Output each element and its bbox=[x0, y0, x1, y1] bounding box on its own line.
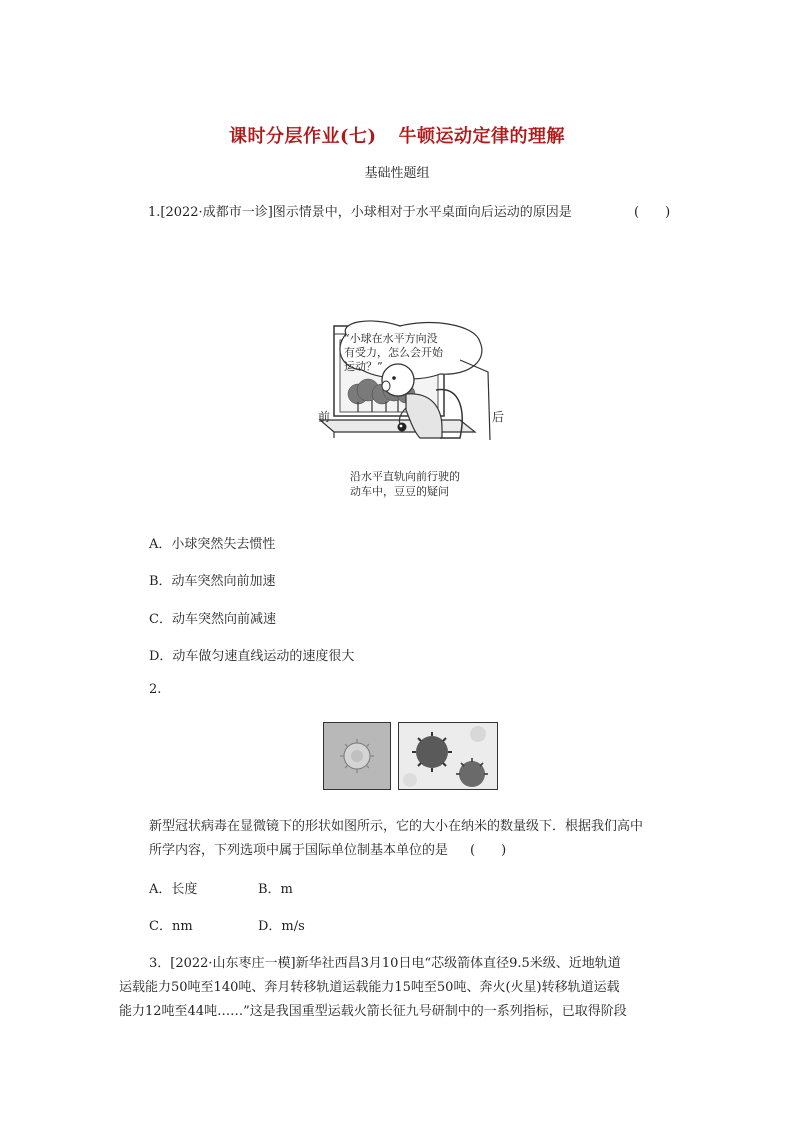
q2-stem-line-2: 所学内容，下列选项中属于国际单位制基本单位的是 bbox=[149, 843, 449, 858]
page-title bbox=[0, 122, 794, 148]
q2-option-d: D．m/s bbox=[258, 919, 305, 934]
title-prefix: 课时分层作业(七) bbox=[228, 126, 377, 147]
q3-line-1: 3．[2022·山东枣庄一模]新华社西昌3月10日电“芯级箭体直径9.5米级、近地轨道 bbox=[149, 956, 621, 971]
bubble-line-1: “小球在水平方向没 bbox=[344, 332, 438, 345]
q1-bubble-text bbox=[344, 332, 443, 374]
label-back: 后 bbox=[492, 410, 505, 424]
q1-option-d: D．动车做匀速直线运动的速度很大 bbox=[149, 649, 355, 664]
virus-photo-2 bbox=[398, 722, 498, 790]
q1-option-b: B．动车突然向前加速 bbox=[149, 574, 276, 589]
bubble-line-3: 运动？” bbox=[344, 360, 383, 373]
q3-line-3: 能力12吨至44吨……”这是我国重型运载火箭长征九号研制中的一系列指标，已取得阶段 bbox=[119, 1004, 627, 1019]
title-topic: 牛顿运动定律的理解 bbox=[398, 126, 566, 147]
q2-option-c: C．nm bbox=[149, 919, 193, 934]
bubble-line-2: 有受力，怎么会开始 bbox=[344, 346, 443, 359]
label-front: 前 bbox=[318, 410, 331, 424]
q3-line-2: 运载能力50吨至140吨、奔月转移轨道运载能力15吨至50吨、奔火(火星)转移轨道运载 bbox=[119, 980, 620, 995]
section-heading: 基础性题组 bbox=[364, 166, 430, 181]
q1-figure bbox=[310, 320, 510, 505]
q2-answer-bracket: ( ) bbox=[470, 843, 507, 858]
caption-line-1: 沿水平直轨向前行驶的 bbox=[350, 470, 460, 483]
q2-stem-line-1: 新型冠状病毒在显微镜下的形状如图所示，它的大小在纳米的数量级下．根据我们高中 bbox=[149, 819, 644, 834]
q1-stem: 1.[2022·成都市一诊]图示情景中，小球相对于水平桌面向后运动的原因是 bbox=[148, 205, 572, 220]
caption-line-2: 动车中，豆豆的疑问 bbox=[350, 485, 449, 498]
q2-option-a: A．长度 bbox=[149, 882, 198, 897]
virus-photo-1 bbox=[323, 722, 391, 790]
q1-figure-caption bbox=[350, 469, 460, 499]
q2-number: 2. bbox=[149, 682, 162, 697]
q1-option-c: C．动车突然向前减速 bbox=[149, 612, 276, 627]
q1-answer-bracket: ( ) bbox=[634, 205, 671, 220]
q1-option-a: A．小球突然失去惯性 bbox=[149, 537, 276, 552]
q2-option-b: B．m bbox=[258, 882, 293, 897]
